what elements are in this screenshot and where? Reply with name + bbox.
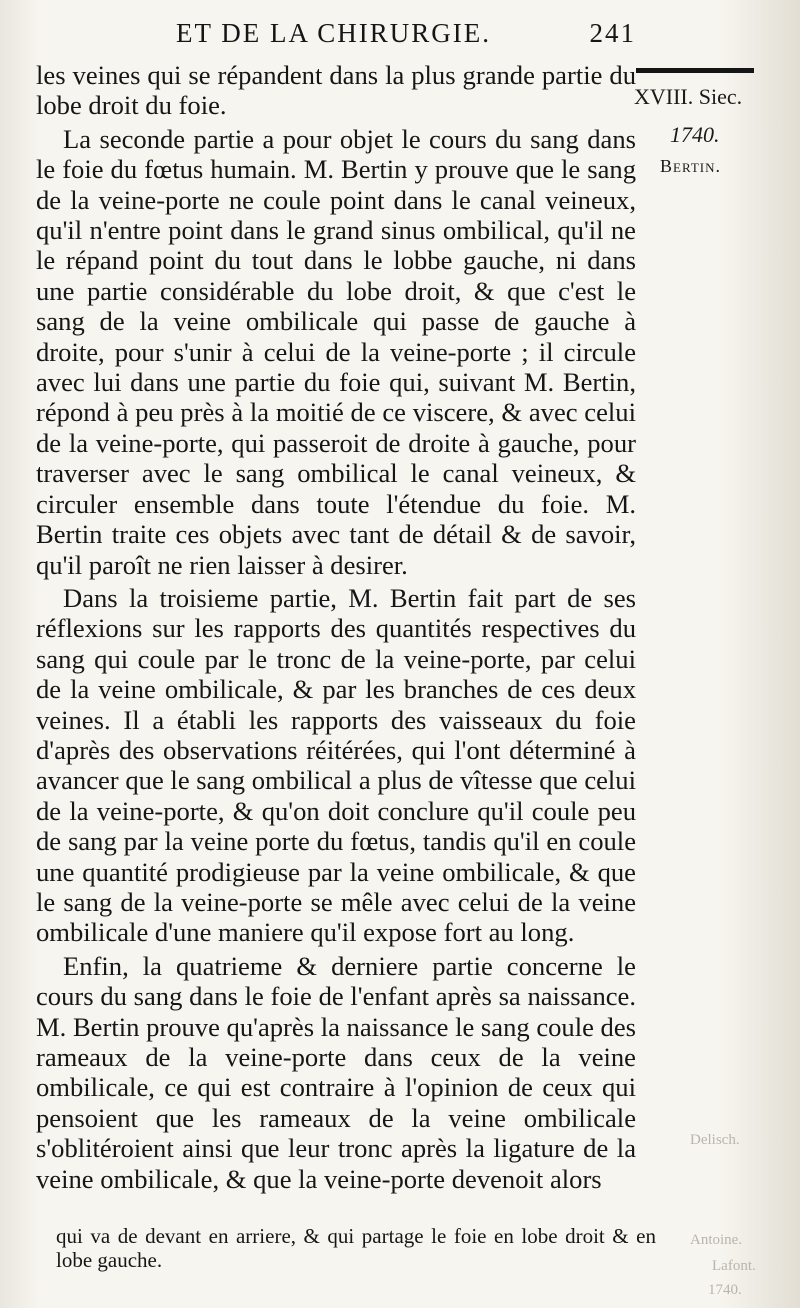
paragraph-continuation: les veines qui se répandent dans la plus grande partie du lobe droit du foie.	[36, 60, 636, 121]
bleed-through-text: 1740.	[708, 1282, 742, 1298]
footnote-text: qui va de devant en arriere, & qui partage le foie en lobe droit & en lobe gauche.	[56, 1224, 656, 1272]
running-header	[176, 18, 636, 52]
paragraph-second-part: La seconde partie a pour objet le cours du sang dans le foie du fœtus humain. M. Bertin y prouve que le sang de la veine-porte ne coule point dans le canal veineux, qu'il n'entre point dans le grand sinus ombilical, qu'il ne le répand point du tout dans le lobbe gauche, ni dans une partie considérable du lobe droit, & que c'est le sang de la veine ombilicale qui passe de gauche à droite, pour s'unir à celui de la veine-porte ; il circule avec lui dans une partie du foie qui, suivant M. Bertin, répond à peu près à la moitié de ce viscere, & avec celui de la veine-porte, qui passeroit de droite à gauche, pour traverser avec le sang ombilical le canal veineux, & circuler ensemble dans toute l'étendue du foie. M. Bertin traite ces objets avec tant de détail & de savoir, qu'il paroît ne rien laisser à desirer.	[36, 123, 636, 580]
bleed-through-text: Lafont.	[712, 1258, 756, 1274]
page-number: 241	[589, 18, 636, 48]
paragraph-fourth-part: Enfin, la quatrieme & derniere partie concerne le cours du sang dans le foie de l'enfant après sa naissance. M. Bertin prouve qu'après la naissance le sang coule des rameaux de la veine-porte dans ceux de la veine ombilicale, ce qui est contraire à l'opinion de ceux qui pensoient que les rameaux de la veine ombilicale s'oblitéroient ainsi que leur tronc après la ligature de la veine ombilicale, & que la veine-porte devenoit alors	[36, 950, 637, 1194]
margin-note-author: Bertin.	[660, 156, 721, 176]
footnote	[56, 1224, 656, 1272]
margin-rule	[636, 68, 754, 73]
margin-note-century: XVIII. Siec.	[634, 84, 743, 109]
paragraph-third-part: Dans la troisieme partie, M. Bertin fait part de ses réflexions sur les rapports des quantités respectives du sang qui coule par le tronc de la veine-porte, par celui de la veine ombilicale, & par les branches de ces deux veines. Il a établi les rapports des vaisseaux du foie d'après des observations réitérées, qui l'ont déterminé à avancer que le sang ombilical a plus de vîtesse que celui de la veine-porte, & qu'on doit conclure qu'il coule peu de sang par la veine porte du fœtus, tandis qu'il en coule une quantité prodigieuse par la veine ombilicale, & que le sang de la veine-porte se mêle avec celui de la veine ombilicale d'une maniere qu'il expose fort au long.	[36, 582, 636, 948]
running-title: ET DE LA CHIRURGIE.	[176, 18, 491, 48]
body-text	[36, 60, 636, 1194]
bleed-through-text: Delisch.	[690, 1132, 740, 1148]
margin-note-year: 1740.	[670, 122, 720, 147]
bleed-through-text: Antoine.	[690, 1232, 743, 1248]
